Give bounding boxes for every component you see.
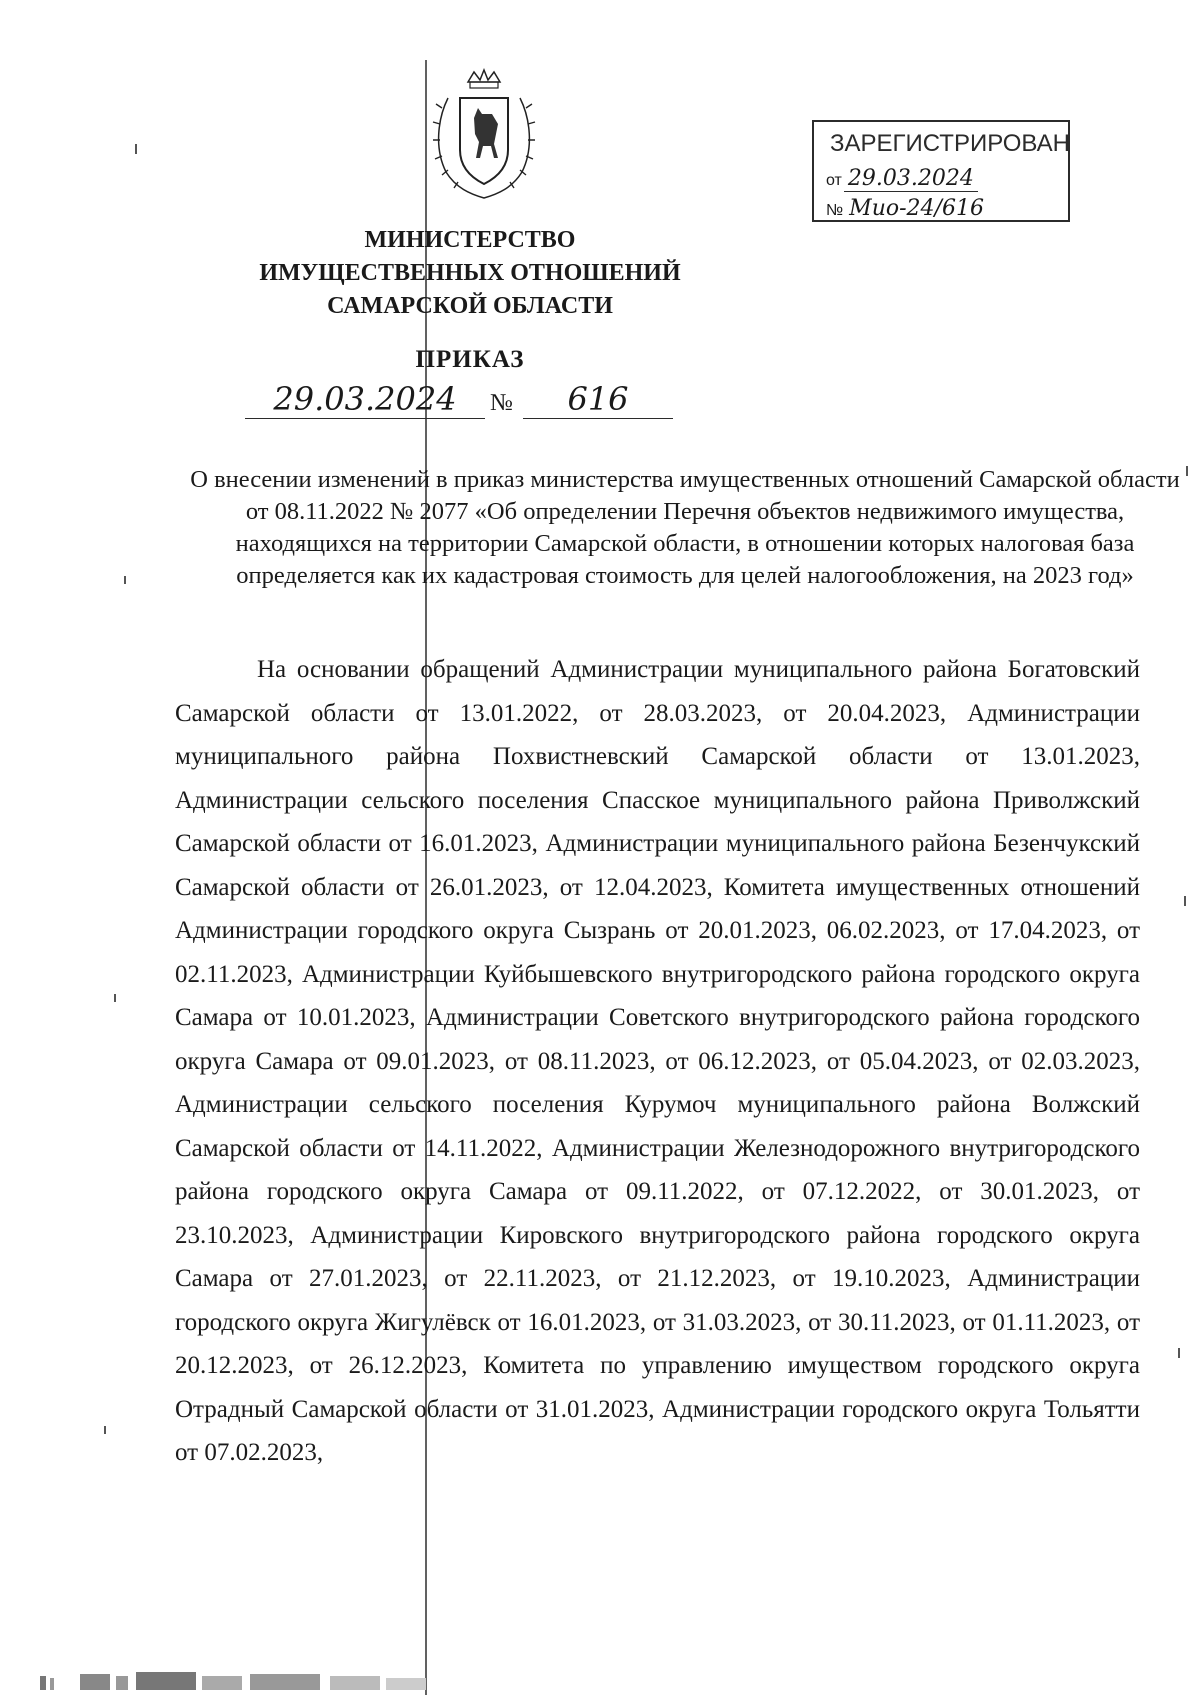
stamp-date-row	[826, 166, 978, 192]
stamp-date-prefix: от	[826, 172, 842, 189]
scan-margin-mark	[1184, 896, 1186, 906]
stamp-date: 29.03.2024	[844, 166, 978, 192]
ministry-line-3: САМАРСКОЙ ОБЛАСТИ	[327, 293, 613, 319]
stamp-number-prefix: №	[826, 202, 844, 219]
scan-margin-mark	[104, 1426, 106, 1434]
order-title: ПРИКАЗ	[415, 346, 525, 373]
coat-of-arms-emblem	[428, 68, 540, 203]
ministry-name	[200, 224, 740, 323]
ministry-line-1: МИНИСТЕРСТВО	[364, 227, 576, 253]
order-number-sign: №	[490, 390, 513, 416]
order-date: 29.03.2024	[245, 380, 485, 419]
scan-margin-mark	[1178, 1348, 1180, 1358]
stamp-number-row	[826, 196, 988, 222]
order-subject: О внесении изменений в приказ министерства имущественных отношений Самарской области от 08.11.2022 № 2077 «Об определении Перечня объектов недвижимого имущества, находящихся на территории Самарской области, в отношении которых налоговая база определяется как их кадастровая стоимость для целей налогообложения, на 2023 год»	[190, 466, 1180, 589]
scan-margin-mark	[124, 576, 126, 584]
order-date-number	[245, 380, 675, 424]
scan-margin-mark	[135, 144, 137, 154]
order-number: 616	[523, 380, 673, 419]
registration-stamp	[812, 120, 1070, 222]
stamp-title: ЗАРЕГИСТРИРОВАН	[830, 130, 1070, 157]
scan-margin-mark	[114, 994, 116, 1002]
stamp-number: Мио-24/616	[845, 196, 988, 222]
order-body-paragraph: На основании обращений Администрации муниципального района Богатовский Самарской области от 13.01.2022, от 28.03.2023, от 20.04.2023, Администрации муниципального района Похвистневский Самарской области от 13.01.2023, Администрации сельского поселения Спасское муниципального района Приволжский Самарской области от 16.01.2023, Администрации муниципального района Безенчукский Самарской области от 26.01.2023, от 12.04.2023, Комитета имущественных отношений Администрации городского округа Сызрань от 20.01.2023, 06.02.2023, от 17.04.2023, от 02.11.2023, Администрации Куйбышевского внутригородского района городского округа Самара от 10.01.2023, Администрации Советского внутригородского района городского округа Самара от 09.01.2023, от 08.11.2023, от 06.12.2023, от 05.04.2023, от 02.03.2023, Администрации сельского поселения Курумоч муниципального района Волжский Самарской области от 14.11.2022, Администрации Железнодорожного внутригородского района городского округа Самара от 09.11.2022, от 07.12.2022, от 30.01.2023, от 23.10.2023, Администрации Кировского внутригородского района городского округа Самара от 27.01.2023, от 22.11.2023, от 21.12.2023, от 19.10.2023, Администрации городского округа Жигулёвск от 16.01.2023, от 31.03.2023, от 30.11.2023, от 01.11.2023, от 20.12.2023, от 26.12.2023, Комитета по управлению имуществом городского округа Отрадный Самарской области от 31.01.2023, Администрации городского округа Тольятти от 07.02.2023,	[175, 656, 1140, 1466]
scan-margin-mark	[1186, 466, 1188, 476]
scan-bottom-noise	[40, 1668, 440, 1690]
ministry-line-2: ИМУЩЕСТВЕННЫХ ОТНОШЕНИЙ	[259, 260, 681, 286]
